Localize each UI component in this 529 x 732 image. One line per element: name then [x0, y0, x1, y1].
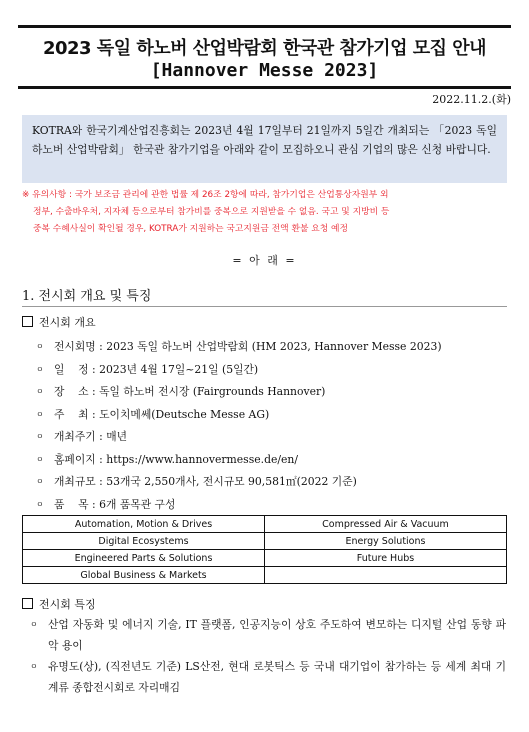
table-cell: Global Business & Markets: [23, 567, 265, 584]
notice-line-3: 중복 수혜사실이 확인될 경우, KOTRA가 지원하는 국고지원금 전액 환불 요청 예정: [33, 224, 349, 234]
list-item: [36, 336, 506, 359]
document-date: 2022.11.2.(화): [432, 93, 511, 106]
circle-bullet-icon: ㅇ: [36, 454, 44, 464]
circle-bullet-icon: ㅇ: [36, 432, 44, 441]
item-key: 일 정 :: [54, 362, 96, 376]
features-heading: [22, 596, 96, 612]
square-bullet-icon: [22, 598, 33, 609]
feature-text: 유명도(상), (직전년도 기준) LS산전, 현대 로봇틱스 등 국내 대기업이 참가하는 등 세계 최대 기계류 종합전시회로 자리매김: [48, 660, 506, 694]
title-top-rule: [18, 25, 511, 28]
item-value: 2023 독일 하노버 산업박람회 (HM 2023, Hannover Messe 2023): [106, 340, 442, 353]
overview-list: [36, 336, 506, 516]
item-value: 6개 품목관 구성: [99, 497, 176, 511]
circle-bullet-icon: ㅇ: [30, 620, 38, 629]
circle-bullet-icon: ㅇ: [36, 477, 44, 486]
table-row: [23, 567, 507, 584]
item-key: 전시회명 :: [54, 340, 103, 353]
list-item: [30, 614, 506, 656]
section-underline: [22, 306, 507, 307]
item-key: 개최주기 :: [54, 430, 103, 443]
list-item: [36, 449, 506, 472]
feature-text: 산업 자동화 및 에너지 기술, IT 플랫폼, 인공지능이 상호 주도하여 변모하는 디지털 산업 동향 파악 용이: [48, 618, 506, 652]
item-key: 주 최 :: [54, 407, 96, 421]
table-cell: Digital Ecosystems: [23, 533, 265, 550]
item-key: 장 소 :: [54, 385, 96, 398]
features-heading-text: 전시회 특징: [39, 598, 96, 611]
table-cell: Automation, Motion & Drives: [23, 516, 265, 533]
list-item: [36, 494, 506, 517]
circle-bullet-icon: ㅇ: [36, 364, 44, 374]
list-item: [36, 471, 506, 494]
table-row: [23, 533, 507, 550]
item-value: 2023년 4월 17일~21일 (5일간): [99, 362, 259, 376]
section-heading: [22, 285, 151, 304]
notice-line-1: ※ 유의사항 : 국가 보조금 관리에 관한 법률 제 26조 2항에 따라, 참가기업은 산업통상자원부 외: [22, 190, 389, 200]
page-subtitle: [Hannover Messe 2023]: [150, 60, 379, 81]
details-divider: = 아 래 =: [232, 254, 297, 267]
table-cell: Compressed Air & Vacuum: [265, 516, 507, 533]
section-heading-text: 1. 전시회 개요 및 특징: [22, 289, 152, 304]
table-cell: [265, 567, 507, 584]
table-row: [23, 516, 507, 533]
features-list: [30, 614, 506, 698]
circle-bullet-icon: ㅇ: [36, 409, 44, 419]
overview-heading: [22, 314, 96, 330]
overview-heading-text: 전시회 개요: [39, 316, 96, 329]
table-row: [23, 550, 507, 567]
title-bottom-rule: [18, 86, 511, 89]
circle-bullet-icon: ㅇ: [36, 387, 44, 396]
list-item: [36, 404, 506, 427]
notice-line-2: 정부, 수출바우처, 지자체 등으로부터 참가비를 중복으로 지원받을 수 없음. 국고 및 지방비 등: [33, 207, 390, 217]
item-value: 53개국 2,550개사, 전시규모 90,581㎡(2022 기준): [106, 475, 357, 488]
item-value: 매년: [106, 430, 128, 443]
homepage-link[interactable]: https://www.hannovermesse.de/en/: [106, 452, 299, 466]
item-key: 품 목 :: [54, 497, 96, 511]
item-value: 독일 하노버 전시장 (Fairgrounds Hannover): [99, 385, 326, 398]
list-item: [30, 656, 506, 698]
list-item: [36, 359, 506, 382]
table-cell: Future Hubs: [265, 550, 507, 567]
square-bullet-icon: [22, 316, 33, 327]
page-title: 2023 독일 하노버 산업박람회 한국관 참가기업 모집 안내: [42, 38, 487, 59]
item-value: 도이치메쎄(Deutsche Messe AG): [99, 407, 270, 421]
product-pavilion-table: [22, 515, 507, 584]
circle-bullet-icon: ㅇ: [30, 662, 38, 671]
table-cell: Engineered Parts & Solutions: [23, 550, 265, 567]
table-cell: Energy Solutions: [265, 533, 507, 550]
item-key: 개최규모 :: [54, 475, 103, 488]
intro-box: KOTRA와 한국기계산업진흥회는 2023년 4월 17일부터 21일까지 5일간 개최되는 「2023 독일 하노버 산업박람회」 한국관 참가기업을 아래와 같이 모집하오니 관심 기업의 많은 신청 바랍니다.: [22, 115, 507, 183]
list-item: [36, 381, 506, 404]
item-key: 홈페이지 :: [54, 452, 103, 466]
notice: [22, 187, 511, 238]
list-item: [36, 426, 506, 449]
circle-bullet-icon: ㅇ: [36, 499, 44, 509]
circle-bullet-icon: ㅇ: [36, 342, 44, 351]
